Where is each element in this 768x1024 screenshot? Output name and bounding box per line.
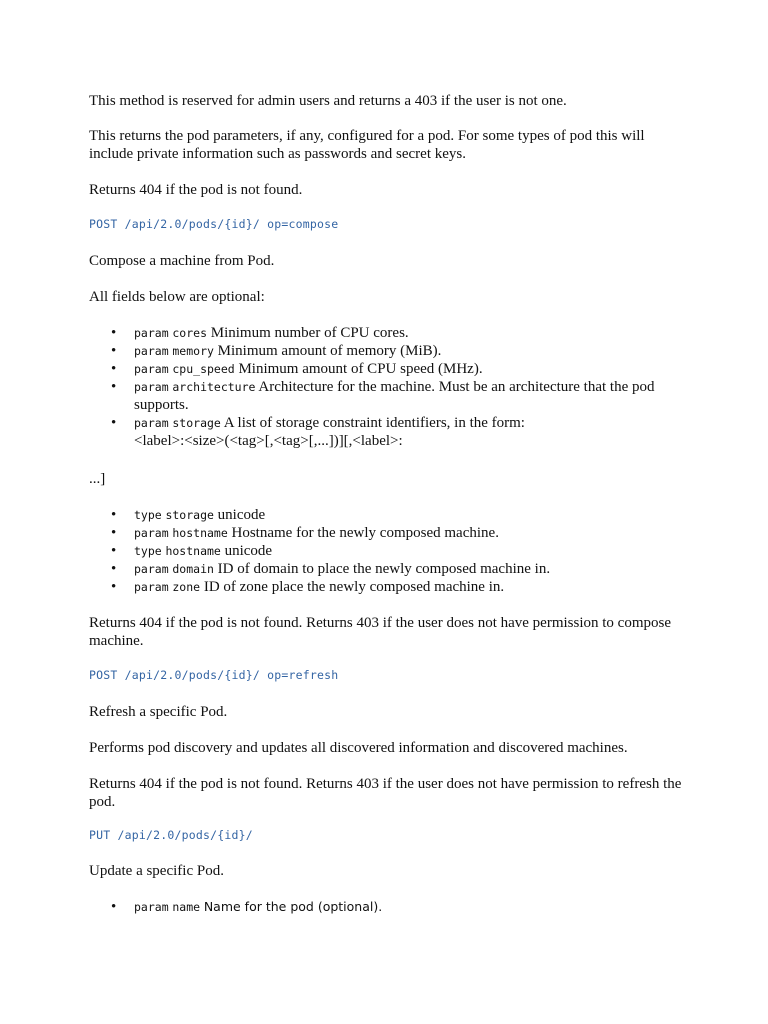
list-item — [89, 324, 689, 342]
list-item — [89, 542, 689, 560]
not-found-note: Returns 404 if the pod is not found. — [89, 182, 303, 198]
refresh-endpoint: POST /api/2.0/pods/{id}/ op=refresh — [89, 668, 339, 682]
compose-errors: Returns 404 if the pod is not found. Returns 403 if the user does not have permission to compose machine. — [89, 615, 672, 649]
param-keyword: type — [134, 508, 162, 522]
ellipsis-text: ...] — [89, 471, 106, 487]
param-description: Minimum number of CPU cores. — [210, 325, 409, 341]
update-endpoint: PUT /api/2.0/pods/{id}/ — [89, 828, 253, 842]
param-name: cores — [172, 326, 207, 340]
param-description: unicode — [217, 507, 266, 523]
list-item — [89, 898, 689, 916]
list-item — [89, 506, 689, 524]
param-keyword: type — [134, 544, 162, 558]
param-keyword: param — [134, 526, 169, 540]
update-summary: Update a specific Pod. — [89, 863, 224, 879]
param-description: unicode — [224, 543, 273, 559]
compose-summary: Compose a machine from Pod. — [89, 253, 275, 269]
param-name: cpu_speed — [172, 362, 235, 376]
list-item — [89, 342, 689, 360]
list-item — [89, 414, 689, 450]
list-item — [89, 378, 689, 414]
storage-format: <label>:<size>(<tag>[,<tag>[,...])][,<label>: — [134, 433, 403, 449]
param-name: architecture — [172, 380, 256, 394]
compose-params-list-b — [89, 506, 689, 596]
param-name: hostname — [172, 526, 228, 540]
list-item — [89, 524, 689, 542]
fields-intro: All fields below are optional: — [89, 289, 265, 305]
param-description: Name for the pod (optional). — [203, 899, 383, 914]
param-keyword: param — [134, 344, 169, 358]
param-keyword: param — [134, 380, 169, 394]
list-item — [89, 578, 689, 596]
param-description: Minimum amount of memory (MiB). — [217, 343, 442, 359]
param-description: Hostname for the newly composed machine. — [231, 525, 499, 541]
param-name: hostname — [165, 544, 221, 558]
refresh-detail: Performs pod discovery and updates all discovered information and discovered machines. — [89, 740, 628, 756]
list-item — [89, 360, 689, 378]
compose-endpoint: POST /api/2.0/pods/{id}/ op=compose — [89, 217, 339, 231]
param-description: ID of domain to place the newly composed machine in. — [217, 561, 551, 577]
param-description: Architecture for the machine. Must be an architecture that the pod supports. — [134, 379, 655, 413]
param-keyword: param — [134, 416, 169, 430]
param-name: zone — [172, 580, 201, 594]
param-keyword: param — [134, 562, 169, 576]
param-name: storage — [165, 508, 214, 522]
compose-params-list-a — [89, 324, 689, 450]
param-name: memory — [172, 344, 214, 358]
param-keyword: param — [134, 362, 169, 376]
admin-note: This method is reserved for admin users and returns a 403 if the user is not one. — [89, 93, 567, 109]
refresh-summary: Refresh a specific Pod. — [89, 704, 228, 720]
list-item — [89, 560, 689, 578]
parameters-note: This returns the pod parameters, if any, configured for a pod. For some types of pod this will include private information such as passwords and secret keys. — [89, 128, 645, 162]
param-description: A list of storage constraint identifiers, in the form: — [223, 415, 525, 431]
param-keyword: param — [134, 326, 169, 340]
update-params-list — [89, 898, 689, 916]
param-name: name — [172, 900, 201, 914]
refresh-errors: Returns 404 if the pod is not found. Returns 403 if the user does not have permission to refresh the pod. — [89, 776, 682, 810]
param-keyword: param — [134, 580, 169, 594]
param-name: domain — [172, 562, 214, 576]
param-keyword: param — [134, 900, 169, 914]
param-name: storage — [172, 416, 221, 430]
param-description: ID of zone place the newly composed machine in. — [203, 579, 505, 595]
param-description: Minimum amount of CPU speed (MHz). — [238, 361, 483, 377]
